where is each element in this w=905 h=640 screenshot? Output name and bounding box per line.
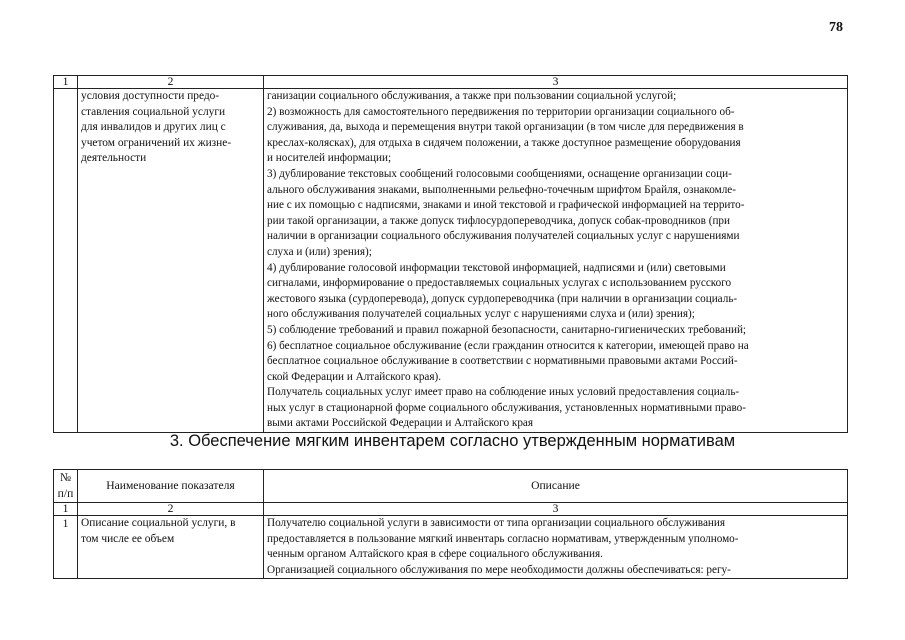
section-title: 3. Обеспечение мягким инвентарем согласно утвержденным нормативам [169, 432, 736, 450]
text-line: ченным органом Алтайского края в сфере социального обслуживания. [267, 548, 603, 561]
column-number-2: 2 [78, 76, 264, 89]
column-number-3: 3 [264, 76, 848, 89]
text-line: ской Федерации и Алтайского края). [267, 370, 442, 383]
header-description: Описание [264, 470, 848, 503]
row-number [54, 89, 78, 433]
text-line: 3) дублирование текстовых сообщений голосовыми сообщениями, оснащение организации соци- [267, 167, 732, 180]
text-line: 2) возможность для самостоятельного передвижения по территории организации социального об- [267, 105, 735, 118]
text-line: Получателю социальной услуги в зависимости от типа организации социального обслуживания [267, 517, 726, 529]
column-number-3: 3 [264, 503, 848, 516]
text-line: ние с их помощью с надписями, знаками и иной текстовой и графической информацией на террито- [267, 199, 745, 212]
text-line: Организацией социального обслуживания по мере необходимости должны обеспечиваться: регу- [267, 563, 731, 576]
indicator-name [78, 89, 264, 433]
text-line: для инвалидов и других лиц с [81, 121, 226, 134]
indicator-name [78, 516, 264, 579]
text-line: выми актами Российской Федерации и Алтайского края [267, 417, 534, 430]
text-line: 6) бесплатное социальное обслуживание (если гражданин относится к категории, имеющей право на [267, 339, 749, 352]
table-row [54, 89, 848, 433]
text-line: служивания, да, выхода и перемещения внутри такой организации (в том числе для передвижения в [267, 121, 744, 134]
header-number-line: № [59, 471, 72, 485]
header-number-line: п/п [57, 487, 74, 500]
text-line: сигналами, информирование о предоставляемых социальных услугах с использованием русского [267, 277, 732, 290]
indicator-description [264, 89, 848, 433]
text-line: ного обслуживания получателей социальных услуг с нарушениями слуха и (или) зрения); [267, 308, 695, 321]
text-line: жестового языка (сурдоперевода), допуск сурдопереводчика (при наличии в организации социаль- [267, 292, 738, 305]
text-line: Описание социальной услуги, в [81, 517, 236, 529]
text-line: наличии в организации социального обслуживания получателей социальных услуг с нарушениями [267, 230, 740, 243]
text-line: учетом ограничений их жизне- [81, 136, 232, 149]
header-row [54, 470, 848, 503]
header-number [54, 470, 78, 503]
indicator-description [264, 516, 848, 579]
text-line: ального обслуживания знаками, выполненными рельефно-точечным шрифтом Брайля, ознакомле- [267, 183, 736, 196]
text-line: слуха и (или) зрения); [267, 245, 372, 258]
page-number: 78 [829, 20, 843, 35]
column-number-row [54, 503, 848, 516]
text-line: ных услуг в стационарной форме социального обслуживания, установленных нормативными право- [267, 401, 746, 414]
text-line: рии такой организации, а также допуск тифлосурдопереводчика, допуск собак-проводников (при [267, 214, 731, 227]
text-line: том числе ее объем [81, 532, 175, 545]
column-number-1: 1 [54, 76, 78, 89]
text-line: Получатель социальных услуг имеет право на соблюдение иных условий предоставления социаль- [267, 386, 740, 399]
text-line: креслах-колясках), для отдыха в сидячем положении, а также доступное размещение оборудования [267, 136, 741, 149]
text-line: ставления социальной услуги [81, 105, 226, 118]
table-conditions [53, 75, 848, 433]
text-line: условия доступности предо- [81, 90, 220, 102]
table-row [54, 516, 848, 579]
column-number-row [54, 76, 848, 89]
text-line: предоставляется в пользование мягкий инвентарь согласно нормативам, утвержденным уполномо- [267, 532, 739, 545]
text-line: и носителей информации; [267, 152, 392, 165]
column-number-1: 1 [54, 503, 78, 516]
text-line: бесплатное социальное обслуживание в соответствии с нормативными правовыми актами Россий- [267, 355, 738, 368]
text-line: деятельности [81, 152, 147, 165]
text-line: ганизации социального обслуживания, а также при пользовании социальной услугой; [267, 90, 677, 102]
table-soft-inventory [53, 469, 848, 579]
text-line: 4) дублирование голосовой информации текстовой информацией, надписями и (или) световыми [267, 261, 726, 274]
row-number: 1 [54, 516, 78, 579]
text-line: 5) соблюдение требований и правил пожарной безопасности, санитарно-гигиенических требований; [267, 323, 747, 336]
header-indicator-name: Наименование показателя [78, 470, 264, 503]
column-number-2: 2 [78, 503, 264, 516]
